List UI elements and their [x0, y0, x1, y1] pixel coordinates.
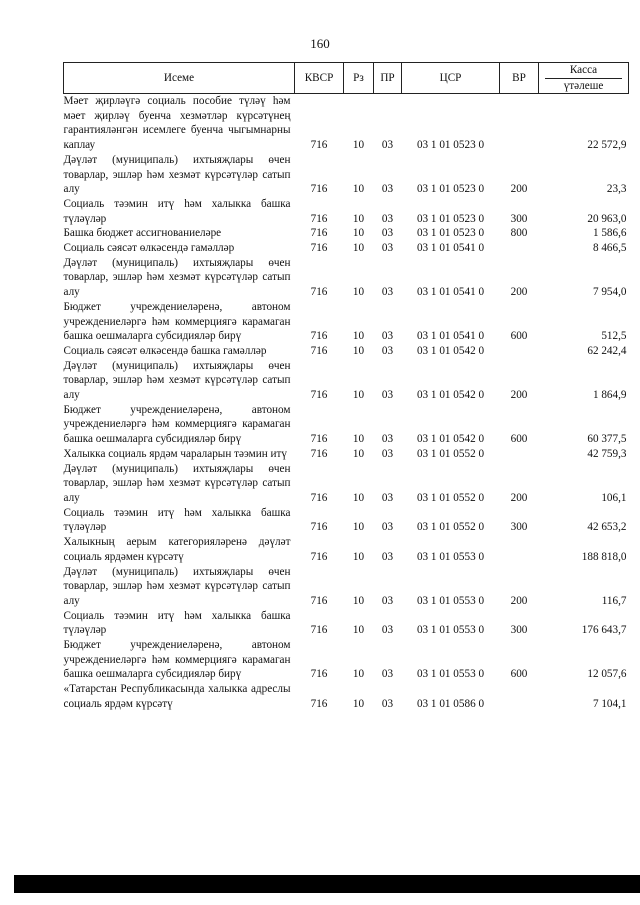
row-name: Социаль сәясәт өлкәсендә гамәлләр — [63, 242, 235, 255]
row-name: Бюджет учреждениеләренә, автоном учреждениеләргә һәм коммерциягә карамаган башка оешмаларга субсидияләр бирү — [63, 639, 291, 681]
row-vr: 600 — [510, 330, 528, 343]
row-csr: 03 1 01 0542 0 — [416, 389, 485, 402]
row-vr: 600 — [510, 433, 528, 446]
row-rz: 10 — [352, 668, 365, 681]
row-name: Дәүләт (муниципаль) ихтыяҗлары өчен товарлар, эшләр һәм хезмәт күрсәтүләр сатып алу — [63, 153, 291, 196]
row-kvsr: 716 — [310, 344, 328, 357]
row-kvsr: 716 — [310, 227, 328, 240]
row-kvsr: 716 — [310, 668, 328, 681]
row-pr: 03 — [381, 227, 394, 240]
row-kvsr: 716 — [310, 139, 328, 152]
row-csr: 03 1 01 0553 0 — [416, 594, 485, 607]
row-kvsr: 716 — [310, 330, 328, 343]
row-vr: 300 — [510, 624, 528, 637]
header-kvsr: КВСР — [295, 63, 344, 94]
row-name: Мәет җирләүгә социаль пособие түләү һәм мәет җирләү буенча хезмәтләр күрсәтүнең гарантияләнгән исемлеге буенча чыгымнарны каплау — [63, 95, 291, 152]
header-kassa-bottom: үтәлеше — [545, 78, 622, 93]
row-name: Дәүләт (муниципаль) ихтыяҗлары өчен товарлар, эшләр һәм хезмәт күрсәтүләр сатып алу — [63, 359, 291, 402]
row-csr: 03 1 01 0553 0 — [416, 550, 485, 563]
row-vr: 600 — [510, 668, 528, 681]
row-amount: 512,5 — [601, 330, 627, 343]
row-kvsr: 716 — [310, 624, 328, 637]
row-pr: 03 — [381, 594, 394, 607]
row-vr: 300 — [510, 521, 528, 534]
row-pr: 03 — [381, 344, 394, 357]
row-kvsr: 716 — [310, 183, 328, 196]
row-name: Дәүләт (муниципаль) ихтыяҗлары өчен товарлар, эшләр һәм хезмәт күрсәтүләр сатып алу — [63, 565, 291, 607]
row-amount: 1 864,9 — [592, 389, 627, 402]
row-name: Социаль тәэмин итү һәм халыкка башка түләүләр — [63, 506, 291, 534]
header-name: Исеме — [64, 63, 295, 94]
row-rz: 10 — [352, 212, 365, 225]
row-vr — [500, 241, 539, 256]
row-csr: 03 1 01 0553 0 — [416, 668, 485, 681]
row-kvsr: 716 — [310, 389, 328, 402]
row-amount: 22 572,9 — [587, 139, 627, 152]
row-rz: 10 — [352, 447, 365, 460]
row-name: Бюджет учреждениеләренә, автоном учреждениеләргә һәм коммерциягә карамаган башка оешмаларга субсидияләр бирү — [63, 403, 291, 446]
row-name: Дәүләт (муниципаль) ихтыяҗлары өчен товарлар, эшләр һәм хезмәт күрсәтүләр сатып алу — [63, 256, 291, 299]
row-kvsr: 716 — [310, 697, 328, 710]
table-row — [64, 94, 629, 153]
row-csr: 03 1 01 0552 0 — [416, 521, 485, 534]
row-kvsr: 716 — [310, 447, 328, 460]
row-rz: 10 — [352, 433, 365, 446]
header-rz: Рз — [344, 63, 374, 94]
row-amount: 8 466,5 — [592, 242, 627, 255]
scan-bottom-edge — [14, 875, 640, 893]
row-csr: 03 1 01 0523 0 — [416, 183, 485, 196]
table-row — [64, 241, 629, 256]
row-amount: 188 818,0 — [581, 550, 627, 563]
table-row — [64, 609, 629, 638]
row-kvsr: 716 — [310, 433, 328, 446]
row-vr: 300 — [510, 212, 528, 225]
row-pr: 03 — [381, 624, 394, 637]
row-csr: 03 1 01 0541 0 — [416, 330, 485, 343]
row-pr: 03 — [381, 286, 394, 299]
row-csr: 03 1 01 0586 0 — [416, 697, 485, 710]
row-rz: 10 — [352, 624, 365, 637]
row-vr — [500, 94, 539, 153]
table-row — [64, 226, 629, 241]
row-vr: 200 — [510, 389, 528, 402]
row-rz: 10 — [352, 139, 365, 152]
row-kvsr: 716 — [310, 286, 328, 299]
row-rz: 10 — [352, 286, 365, 299]
row-csr: 03 1 01 0552 0 — [416, 491, 485, 504]
table-row — [64, 344, 629, 359]
row-amount: 7 954,0 — [592, 286, 627, 299]
row-kvsr: 716 — [310, 212, 328, 225]
row-csr: 03 1 01 0552 0 — [416, 447, 485, 460]
row-rz: 10 — [352, 594, 365, 607]
row-pr: 03 — [381, 447, 394, 460]
row-pr: 03 — [381, 550, 394, 563]
table-row — [64, 256, 629, 300]
row-amount: 60 377,5 — [587, 433, 627, 446]
row-amount: 12 057,6 — [587, 668, 627, 681]
row-rz: 10 — [352, 491, 365, 504]
row-amount: 23,3 — [606, 183, 627, 196]
row-vr: 200 — [510, 594, 528, 607]
row-name: Социаль сәясәт өлкәсендә башка гамәлләр — [63, 344, 267, 357]
row-pr: 03 — [381, 139, 394, 152]
row-amount: 1 586,6 — [592, 227, 627, 240]
header-pr: ПР — [374, 63, 402, 94]
row-amount: 20 963,0 — [587, 212, 627, 225]
row-name: Социаль тәэмин итү һәм халыкка башка түләүләр — [63, 197, 291, 225]
header-csr: ЦСР — [402, 63, 500, 94]
row-pr: 03 — [381, 697, 394, 710]
row-rz: 10 — [352, 242, 365, 255]
row-name: Халыкка социаль ярдәм чараларын тәэмин итү — [63, 447, 287, 460]
row-rz: 10 — [352, 227, 365, 240]
row-amount: 7 104,1 — [592, 697, 627, 710]
row-name: Социаль тәэмин итү һәм халыкка башка түләүләр — [63, 609, 291, 637]
row-pr: 03 — [381, 433, 394, 446]
table-row — [64, 447, 629, 462]
row-vr: 200 — [510, 491, 528, 504]
row-rz: 10 — [352, 183, 365, 196]
table-row — [64, 506, 629, 535]
row-amount: 106,1 — [601, 491, 627, 504]
table-row — [64, 359, 629, 403]
header-vr: ВР — [500, 63, 539, 94]
row-vr — [500, 344, 539, 359]
table-row — [64, 462, 629, 506]
row-amount: 62 242,4 — [587, 344, 627, 357]
row-name: Халыкның аерым категорияләренә дәүләт социаль ярдәмен күрсәтү — [63, 536, 291, 563]
row-pr: 03 — [381, 212, 394, 225]
row-vr — [500, 447, 539, 462]
row-csr: 03 1 01 0542 0 — [416, 344, 485, 357]
row-amount: 42 653,2 — [587, 521, 627, 534]
row-csr: 03 1 01 0523 0 — [416, 139, 485, 152]
row-vr — [500, 535, 539, 564]
budget-table — [63, 62, 629, 712]
row-kvsr: 716 — [310, 521, 328, 534]
header-kassa — [539, 63, 629, 94]
table-row — [64, 565, 629, 609]
row-kvsr: 716 — [310, 491, 328, 504]
row-kvsr: 716 — [310, 242, 328, 255]
row-pr: 03 — [381, 183, 394, 196]
row-vr: 800 — [510, 227, 528, 240]
row-amount: 116,7 — [601, 594, 627, 607]
row-name: Башка бюджет ассигнованиеләре — [63, 227, 222, 240]
table-row — [64, 403, 629, 447]
row-name: Бюджет учреждениеләренә, автоном учреждениеләргә һәм коммерциягә карамаган башка оешмаларга субсидияләр бирү — [63, 300, 291, 343]
row-csr: 03 1 01 0542 0 — [416, 433, 485, 446]
row-pr: 03 — [381, 389, 394, 402]
row-pr: 03 — [381, 668, 394, 681]
table-row — [64, 300, 629, 344]
row-name: Дәүләт (муниципаль) ихтыяҗлары өчен товарлар, эшләр һәм хезмәт күрсәтүләр сатып алу — [63, 462, 291, 504]
row-rz: 10 — [352, 550, 365, 563]
row-csr: 03 1 01 0541 0 — [416, 242, 485, 255]
table-header-row — [64, 63, 629, 94]
table-row — [64, 197, 629, 226]
row-rz: 10 — [352, 389, 365, 402]
table-row — [64, 535, 629, 564]
row-csr: 03 1 01 0523 0 — [416, 212, 485, 225]
row-vr: 200 — [510, 286, 528, 299]
row-vr — [500, 682, 539, 711]
table-row — [64, 638, 629, 682]
row-amount: 42 759,3 — [587, 447, 627, 460]
table-row — [64, 153, 629, 197]
row-vr: 200 — [510, 183, 528, 196]
row-amount: 176 643,7 — [581, 624, 627, 637]
table-body — [64, 94, 629, 712]
page-number: 160 — [310, 36, 330, 51]
row-pr: 03 — [381, 242, 394, 255]
row-pr: 03 — [381, 330, 394, 343]
row-csr: 03 1 01 0541 0 — [416, 286, 485, 299]
row-name: «Татарстан Республикасында халыкка адреслы социаль ярдәм күрсәтү — [63, 683, 291, 710]
row-rz: 10 — [352, 521, 365, 534]
row-rz: 10 — [352, 344, 365, 357]
row-csr: 03 1 01 0523 0 — [416, 227, 485, 240]
row-pr: 03 — [381, 491, 394, 504]
row-pr: 03 — [381, 521, 394, 534]
row-rz: 10 — [352, 330, 365, 343]
row-kvsr: 716 — [310, 594, 328, 607]
header-kassa-top: Касса — [569, 64, 598, 76]
row-csr: 03 1 01 0553 0 — [416, 624, 485, 637]
row-rz: 10 — [352, 697, 365, 710]
table-row — [64, 682, 629, 711]
row-kvsr: 716 — [310, 550, 328, 563]
